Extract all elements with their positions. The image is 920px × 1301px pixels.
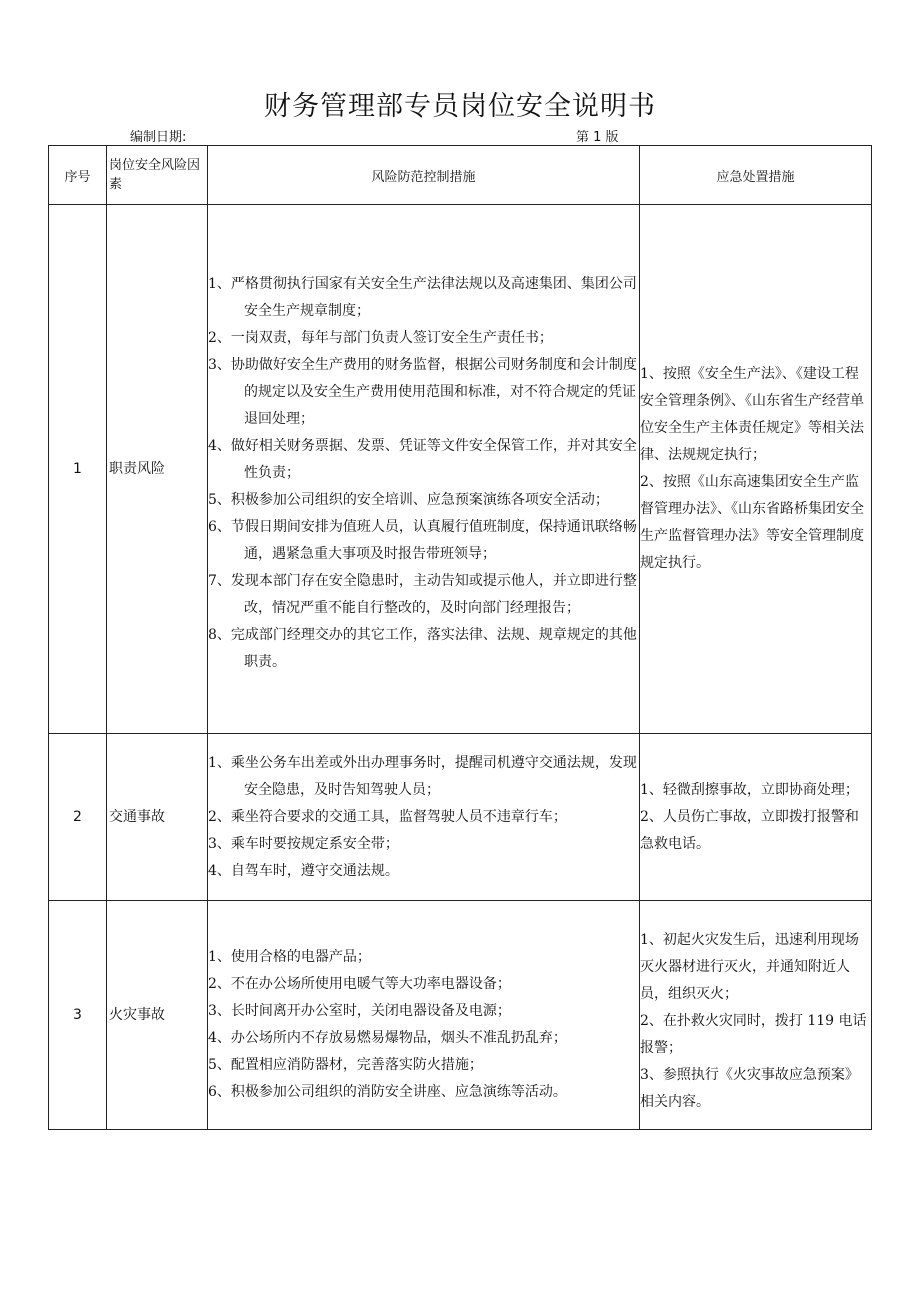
control-item: 4、办公场所内不存放易燃易爆物品，烟头不准乱扔乱弃；	[208, 1030, 567, 1046]
control-item: 5、积极参加公司组织的安全培训、应急预案演练各项安全活动；	[208, 491, 609, 508]
emergency-item: 2、人员伤亡事故，立即拨打报警和急救电话。	[640, 808, 859, 852]
header-control: 风险防范控制措施	[208, 146, 640, 205]
emergency-item: 2、按照《山东高速集团安全生产监督管理办法》、《山东省路桥集团安全生产监督管理办法》等安全管理制度规定执行。	[640, 474, 864, 571]
table-row	[49, 734, 872, 901]
control-item: 5、配置相应消防器材，完善落实防火措施；	[208, 1057, 483, 1073]
row-number: 1	[49, 205, 107, 734]
row-number: 2	[49, 734, 107, 901]
emergency-measures	[640, 205, 872, 734]
control-measures	[208, 734, 640, 901]
control-item: 2、不在办公场所使用电暖气等大功率电器设备；	[208, 976, 511, 992]
compile-date-label: 编制日期:	[130, 130, 187, 145]
control-item: 4、做好相关财务票据、发票、凭证等文件安全保管工作，并对其安全性负责；	[208, 437, 637, 481]
risk-factor: 交通事故	[107, 734, 208, 901]
table-header-row	[49, 146, 872, 205]
emergency-item: 2、在扑救火灾同时，拨打 119 电话报警；	[640, 1012, 867, 1056]
control-item: 3、长时间离开办公室时，关闭电器设备及电源；	[208, 1003, 511, 1019]
control-item: 3、乘车时要按规定系安全带；	[208, 835, 399, 852]
row-number: 3	[49, 901, 107, 1130]
risk-factor: 职责风险	[107, 205, 208, 734]
control-item: 2、一岗双责，每年与部门负责人签订安全生产责任书；	[208, 329, 553, 346]
emergency-measures	[640, 901, 872, 1130]
control-item: 8、完成部门经理交办的其它工作，落实法律、法规、规章规定的其他职责。	[208, 626, 637, 670]
control-item: 4、自驾车时，遵守交通法规。	[208, 862, 399, 879]
risk-factor: 火灾事故	[107, 901, 208, 1130]
emergency-item: 1、初起火灾发生后，迅速利用现场灭火器材进行灭火，并通知附近人员，组织灭火；	[640, 931, 859, 1002]
control-item: 6、积极参加公司组织的消防安全讲座、应急演练等活动。	[208, 1084, 567, 1100]
emergency-item: 1、轻微刮擦事故，立即协商处理；	[640, 781, 859, 798]
emergency-measures	[640, 734, 872, 901]
control-item: 6、节假日期间安排为值班人员，认真履行值班制度，保持通讯联络畅通，遇紧急重大事项及时报告带班领导；	[208, 518, 637, 562]
table-row	[49, 205, 872, 734]
emergency-item: 3、参照执行《火灾事故应急预案》相关内容。	[640, 1066, 859, 1110]
control-item: 7、发现本部门存在安全隐患时，主动告知或提示他人，并立即进行整改，情况严重不能自行整改的，及时向部门经理报告；	[208, 572, 637, 616]
header-emergency: 应急处置措施	[640, 146, 872, 205]
version-label: 第 1 版	[576, 130, 619, 145]
control-item: 1、使用合格的电器产品；	[208, 949, 371, 965]
safety-table	[48, 145, 872, 1130]
emergency-item: 1、按照《安全生产法》、《建设工程安全管理条例》、《山东省生产经营单位安全生产主体责任规定》等相关法律、法规规定执行；	[640, 366, 864, 463]
header-risk: 岗位安全风险因素	[107, 146, 208, 205]
header-no: 序号	[49, 146, 107, 205]
control-item: 1、严格贯彻执行国家有关安全生产法律法规以及高速集团、集团公司安全生产规章制度；	[208, 275, 637, 319]
control-item: 1、乘坐公务车出差或外出办理事务时，提醒司机遵守交通法规，发现安全隐患，及时告知驾驶人员；	[208, 754, 637, 798]
control-measures	[208, 901, 640, 1130]
table-row	[49, 901, 872, 1130]
control-item: 3、协助做好安全生产费用的财务监督，根据公司财务制度和会计制度的规定以及安全生产费用使用范围和标准，对不符合规定的凭证退回处理；	[208, 356, 637, 427]
control-measures	[208, 205, 640, 734]
page-title: 财务管理部专员岗位安全说明书	[264, 91, 656, 122]
control-item: 2、乘坐符合要求的交通工具，监督驾驶人员不违章行车；	[208, 808, 567, 825]
